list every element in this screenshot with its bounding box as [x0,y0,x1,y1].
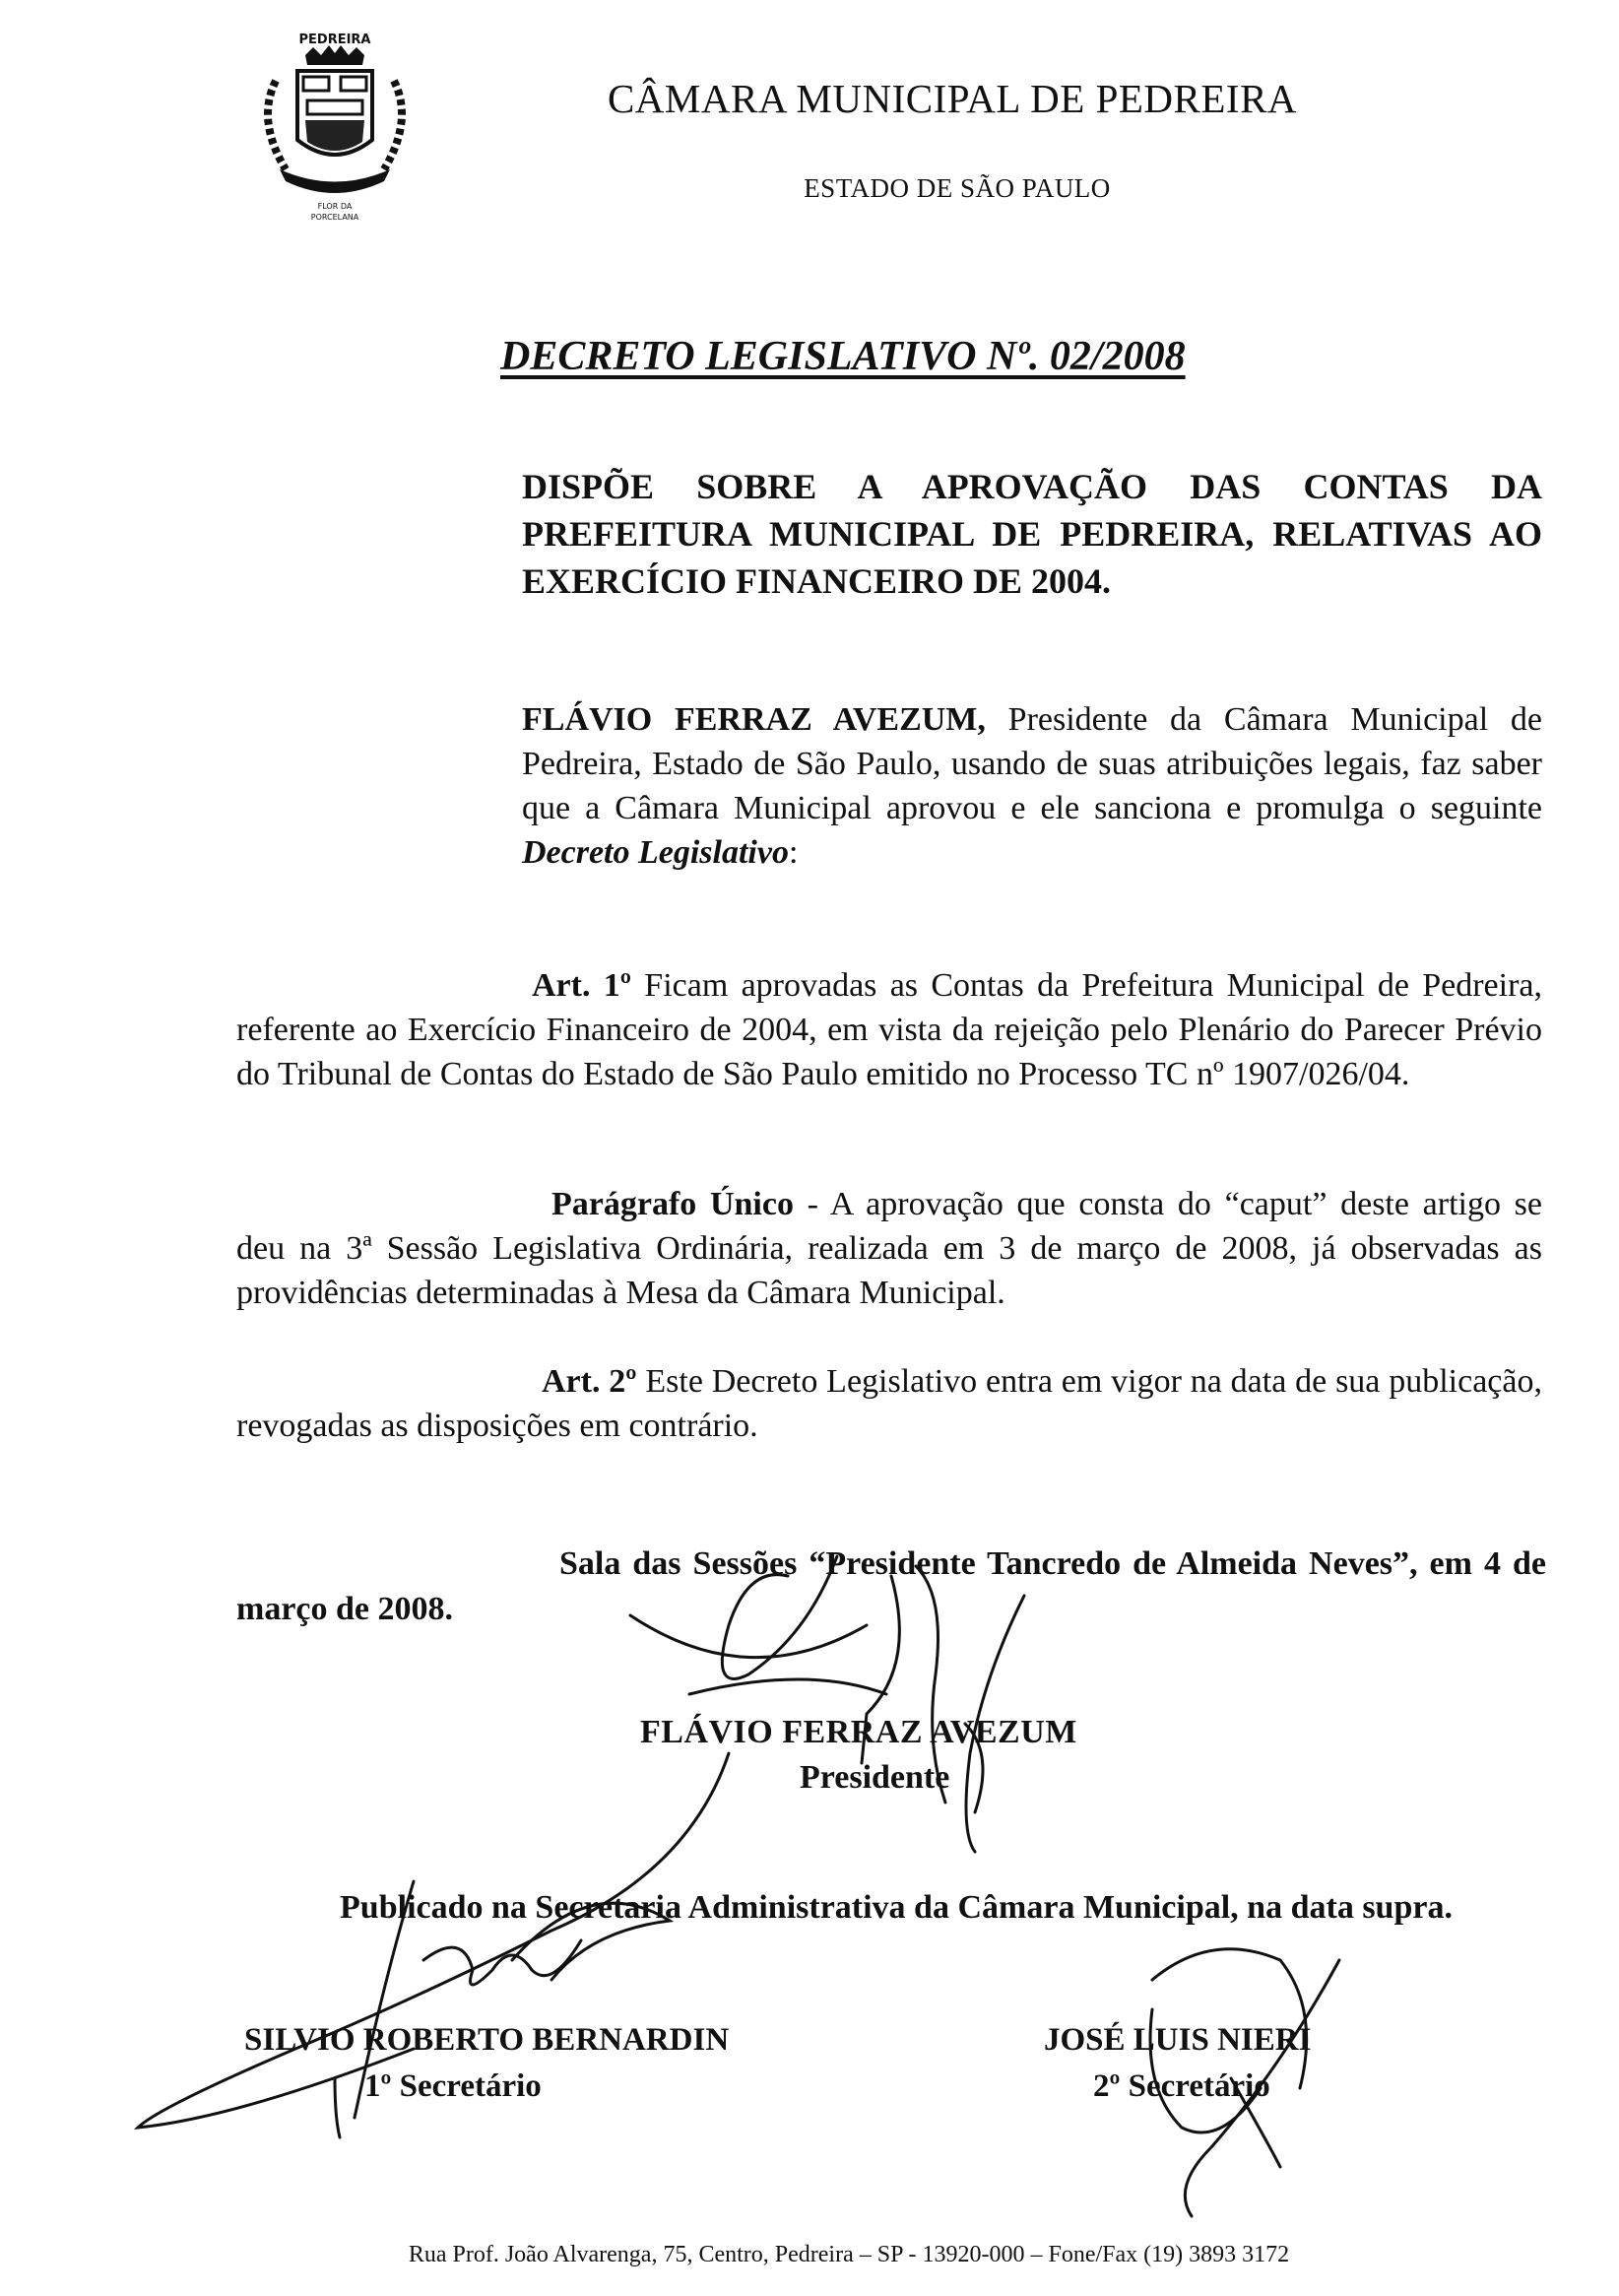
article-2-text: Este Decreto Legislativo entra em vigor na data de sua publicação, revogadas as disposições em contrário. [236,1363,1542,1444]
article-1 [236,963,1542,1096]
decree-ementa: DISPÕE SOBRE A APROVAÇÃO DAS CONTAS DA PREFEITURA MUNICIPAL DE PEDREIRA, RELATIVAS AO EXERCÍCIO FINANCEIRO DE 2004. [522,467,1542,601]
session-hall-date: Sala das Sessões “Presidente Tancredo de Almeida Neves”, em 4 de março de 2008. [236,1545,1546,1627]
article-1-lead: Art. 1º [532,967,631,1004]
article-2-lead: Art. 2º [542,1363,637,1400]
president-name: FLÁVIO FERRAZ AVEZUM [640,1714,1077,1750]
seal-bottom-text-2: PORCELANA [310,213,359,222]
publication-note: Publicado na Secretaria Administrativa da Câmara Municipal, na data supra. [340,1889,1453,1926]
decree-title: DECRETO LEGISLATIVO Nº. 02/2008 [500,334,1186,379]
paragrafo-unico-text-1: - A aprovação que consta do “caput” deste artigo se deu na 3ª Sessão Legislativa Ordinária [236,1186,1542,1267]
intro-end: : [788,834,799,871]
footer-address: Rua Prof. João Alvarenga, 75, Centro, Pedreira – SP - 13920-000 – Fone/Fax (19) 3893 3172 [408,2242,1290,2267]
article-1-text: Ficam aprovadas as Contas da Prefeitura Municipal de Pedreira, referente ao Exercício Financeiro de 2004, em vista da rejeição pelo Plenário do Parecer Prévio do Tribunal de Contas do Estado de São Paulo emitido no Processo TC nº 1907/026/04. [236,967,1542,1092]
secretary-2-name: JOSÉ LUIS NIERI [1044,2022,1312,2058]
seal-top-text: PEDREIRA [298,33,371,47]
president-role: Presidente [800,1759,950,1796]
secretary-2-role: 2º Secretário [1093,2068,1270,2104]
secretary-1-role: 1º Secretário [364,2068,542,2104]
state-name: ESTADO DE SÃO PAULO [804,173,1111,203]
intro-lead: FLÁVIO FERRAZ AVEZUM, [522,701,986,738]
article-2 [236,1359,1542,1448]
institution-name: CÂMARA MUNICIPAL DE PEDREIRA [607,76,1298,121]
seal-bottom-text-1: FLOR DA [317,202,353,211]
paragrafo-unico-text-2: , realizada em 3 de março de 2008, já observadas as providências determinadas à Mesa da Câmara Municipal. [236,1230,1542,1311]
intro-paragraph [522,697,1542,875]
secretary-1-name: SILVIO ROBERTO BERNARDIN [244,2022,730,2058]
paragrafo-unico-lead: Parágrafo Único [551,1186,794,1222]
intro-text: Presidente da Câmara Municipal de Pedreira, Estado de São Paulo, usando de suas atribuições legais, faz saber que a Câmara Municipal aprovou e ele sanciona e promulga o seguinte [522,701,1543,826]
paragrafo-unico [236,1182,1542,1315]
intro-emphasis: Decreto Legislativo [522,834,789,871]
